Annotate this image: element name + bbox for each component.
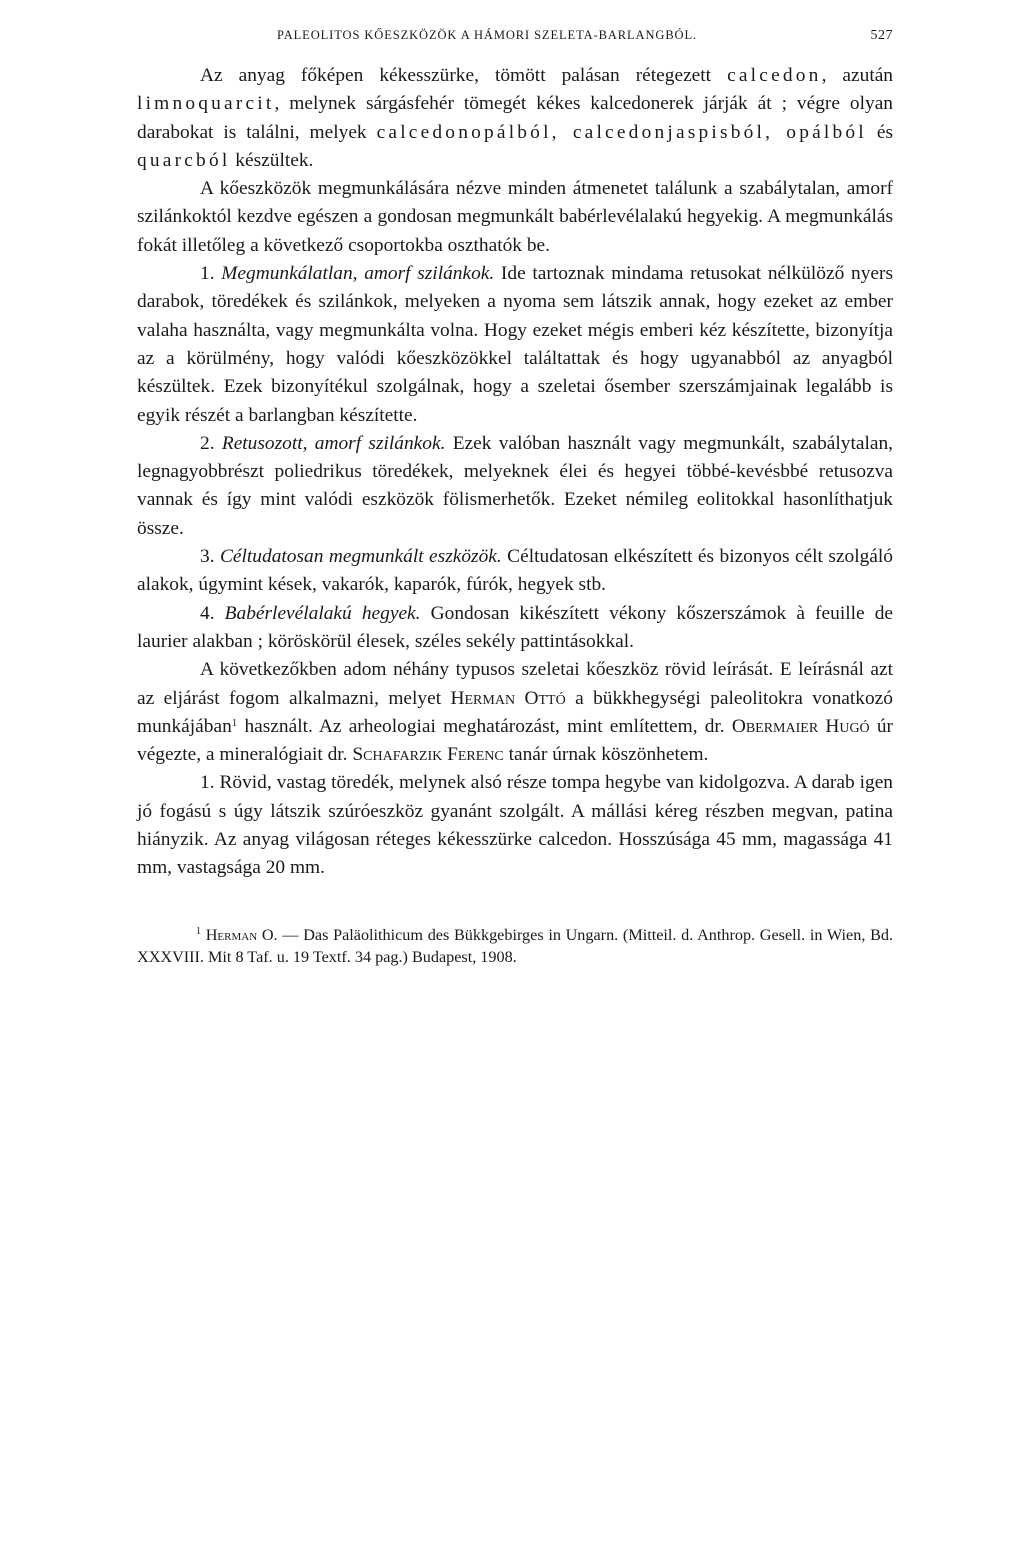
text-run: Az anyag főképen kékesszürke, tömött palásan rétegezett (200, 65, 728, 86)
category-heading: Céltudatosan megmunkált eszközök. (219, 546, 502, 568)
footnote-reference: 1 (231, 716, 238, 729)
text-run: Gondosan kikészített vékony kőszerszámok à feuille de laurier alakban ; köröskörül élesek, széles sekély pattintásokkal. (137, 602, 894, 652)
text-run: használt. Az arheologiai meghatározást, mint említettem, dr. (237, 715, 732, 737)
text-run: A következőkben adom néhány typusos szeletai kőeszköz rövid leírását. E leírásnál azt az eljárást fogom alkalmazni, melyet (137, 659, 893, 709)
text-run: készültek. (230, 149, 314, 171)
paragraph-materials (137, 62, 893, 175)
footnote-author: Herman O. (205, 925, 278, 944)
text-run: Ide tartoznak mindama retusokat nélkülöző nyers darabok, töredékek és szilánkok, melyeken a nyoma sem látszik annak, hogy ezeket az ember valaha használta, vagy megmunkálta volna. Hogy ezeket mégis emberi kéz készítette, bizonyítja az a körülmény, hogy valódi kőeszközökkel találtattak és hogy ugyanabból az anyagból készültek. Ezek bizonyítékul szolgálnak, hogy a szeletai ősember szerszámjainak legalább is egyik részét a barlangban készítette. (137, 263, 893, 426)
item-number: 4. (200, 602, 225, 624)
author-name: Obermaier Hugó (731, 715, 870, 737)
paragraph-category-3 (137, 543, 893, 600)
category-heading: Babérlevélalakú hegyek. (224, 602, 421, 624)
paragraph-category-4 (137, 600, 893, 657)
running-title: PALEOLITOS KŐESZKÖZÖK A HÁMORI SZELETA-BARLANGBÓL. (277, 28, 698, 42)
spaced-term: calcedonopálból, calcedonjaspisból, opálból (376, 121, 867, 143)
footnote-mark: 1 (196, 925, 201, 937)
footnote (137, 924, 893, 970)
document-page (137, 28, 893, 969)
spaced-term: limnoquarcit (137, 93, 275, 115)
running-header (137, 28, 893, 44)
text-run: , melynek sárgásfehér tömegét kékes kalcedonerek járják át ; végre olyan darabokat is találni, melyek (137, 93, 893, 143)
author-name: Schafarzik Ferenc (352, 744, 504, 766)
item-number: 2. (200, 432, 222, 454)
paragraph-method (137, 656, 893, 769)
text-run: a bükkhegységi paleolitokra vonatkozó munkájában (137, 687, 893, 737)
category-heading: Retusozott, amorf szilánkok. (221, 432, 446, 454)
spaced-term: quarcból (137, 149, 231, 171)
body-text (137, 62, 893, 883)
spaced-term: calcedon (727, 65, 822, 86)
footnote-text: — Das Paläolithicum des Bükkgebirges in Ungarn. (Mitteil. d. Anthrop. Gesell. in Wien, Bd. XXXVIII. Mit 8 Taf. u. 19 Textf. 34 pag.) Budapest, 1908. (137, 925, 894, 967)
text-run: Ezek valóban használt vagy megmunkált, szabálytalan, legnagyobbrészt poliedrikus töredékek, melyeknek élei és hegyei többé-kevésbbé retusozva vannak és így mint valódi eszközök fölismerhetők. Ezeket némileg eolitokkal hasonlíthatjuk össze. (137, 432, 893, 539)
text-run: és (866, 121, 893, 143)
page-number: 527 (870, 28, 893, 43)
paragraph-item-1: 1. Rövid, vastag töredék, melynek alsó része tompa hegybe van kidolgozva. A darab igen jó fogású s úgy látszik szúróeszköz gyanánt szolgált. A mállási kéreg részben megvan, patina hiányzik. Az anyag világosan réteges kékesszürke calcedon. Hosszúsága 45 mm, magassága 41 mm, vastagsága 20 mm. (137, 772, 893, 879)
paragraph-working: A kőeszközök megmunkálására nézve minden átmenetet találunk a szabálytalan, amorf szilánkoktól kezdve egészen a gondosan megmunkált babérlevélalakú hegyekig. A megmunkálás fokát illetőleg a következő csoportokba oszthatók be. (137, 178, 893, 256)
author-name: Herman Ottó (450, 687, 566, 709)
text-run: úr végezte, a mineralógiait dr. (137, 715, 893, 766)
item-number: 3. (200, 546, 220, 568)
text-run: Céltudatosan elkészített és bizonyos célt szolgáló alakok, úgymint kések, vakarók, kaparók, fúrók, hegyek stb. (137, 546, 893, 596)
item-number: 1. (200, 263, 222, 285)
text-run: tanár úrnak köszönhetem. (503, 744, 709, 766)
paragraph-category-1 (137, 260, 893, 430)
category-heading: Megmunkálatlan, amorf szilánkok. (221, 263, 495, 285)
paragraph-category-2 (137, 430, 893, 543)
text-run: , azután (821, 65, 894, 86)
